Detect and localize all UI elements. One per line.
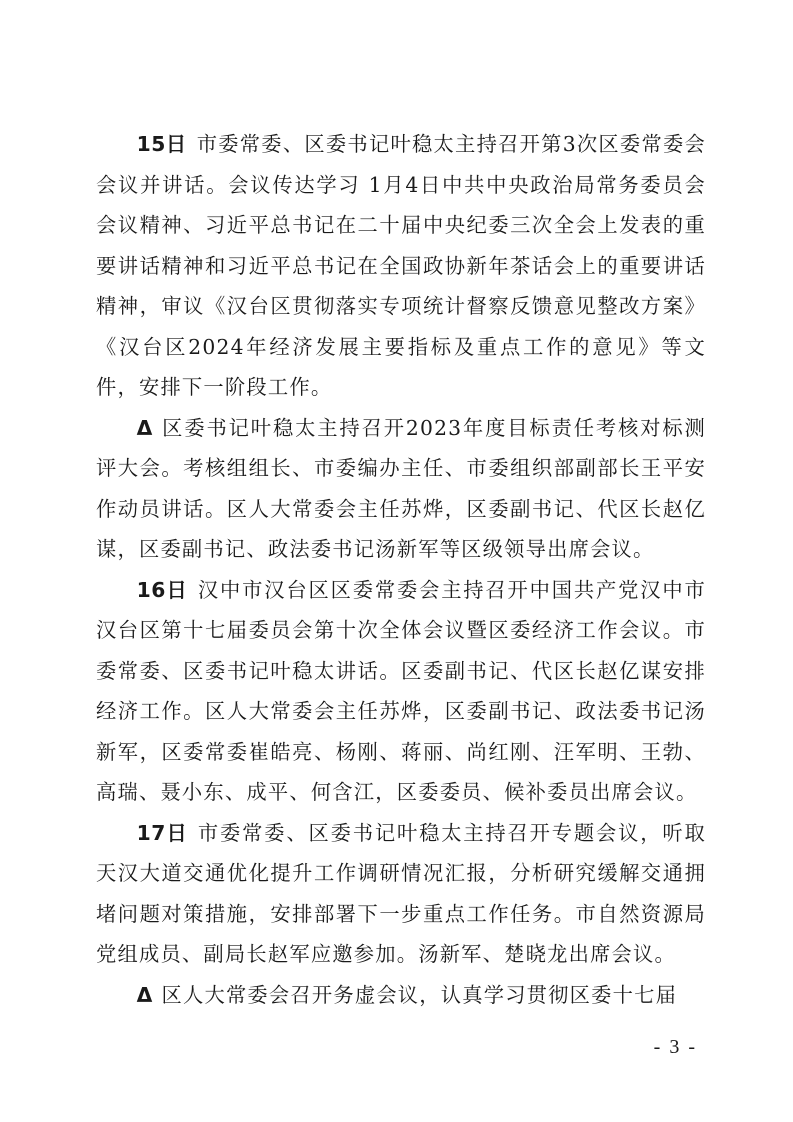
date-label: 16日 [136,577,188,602]
date-label: 17日 [136,820,188,845]
paragraph-text: 区委书记叶稳太主持召开2023年度目标责任考核对标测评大会。考核组组长、市委编办主任、市委组织部副部长王平安作动员讲话。区人大常委会主任苏烨，区委副书记、代区长赵亿谋，区委副书记、政法委书记汤新军等区级领导出席会议。 [96,415,706,561]
paragraph-jan-17-item [96,975,706,1016]
paragraph-jan-15-item [96,408,706,570]
paragraph-text: 市委常委、区委书记叶稳太主持召开第3次区委常委会会议并讲话。会议传达学习 1月4日中共中央政治局常务委员会会议精神、习近平总书记在二十届中央纪委三次全会上发表的重要讲话精神和习近平总书记在全国政协新年茶话会上的重要讲话精神，审议《汉台区贯彻落实专项统计督察反馈意见整改方案》《汉台区2024年经济发展主要指标及重点工作的意见》等文件，安排下一阶段工作。 [96,132,706,399]
paragraph-text: 汉中市汉台区区委常委会主持召开中国共产党汉中市汉台区第十七届委员会第十次全体会议暨区委经济工作会议。市委常委、区委书记叶稳太讲话。区委副书记、代区长赵亿谋安排经济工作。区人大常委会主任苏烨，区委副书记、政法委书记汤新军，区委常委崔皓亮、杨刚、蒋丽、尚红刚、汪军明、王勃、高瑞、聂小东、成平、何含江，区委委员、候补委员出席会议。 [96,577,706,804]
page-number: - 3 - [653,1036,697,1058]
paragraph-jan-17 [96,813,706,975]
paragraph-text: 区人大常委会召开务虚会议，认真学习贯彻区委十七届 [161,982,678,1007]
delta-marker: Δ [136,415,154,440]
paragraph-text: 市委常委、区委书记叶稳太主持召开专题会议，听取天汉大道交通优化提升工作调研情况汇报，分析研究缓解交通拥堵问题对策措施，安排部署下一步重点工作任务。市自然资源局党组成员、副局长赵军应邀参加。汤新军、楚晓龙出席会议。 [96,820,706,966]
paragraph-jan-15 [96,124,706,408]
paragraph-jan-16 [96,570,706,813]
date-label: 15日 [136,132,187,156]
document-body [96,124,706,1015]
delta-marker: Δ [136,982,154,1007]
